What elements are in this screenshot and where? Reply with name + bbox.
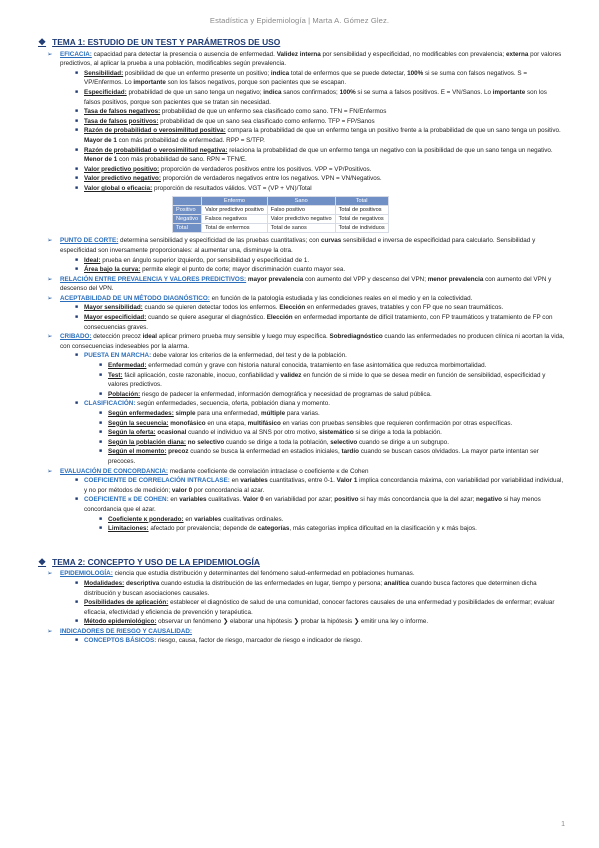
square-bullet-icon: ■ <box>99 525 103 532</box>
list-item-ideal: ■ Ideal: prueba en ángulo superior izquierdo, por sensibilidad y especificidad de 1. <box>75 256 310 264</box>
square-bullet-icon: ■ <box>75 477 79 484</box>
list-item-posibilidades: ■ Posibilidades de aplicación: establecer el diagnóstico de salud de una comunidad, conocer factores causales de una enfermedad y posibilidades de enfermar; evaluar eficacia, efectividad y eficiencia de prevención y terapéutica. <box>75 599 555 616</box>
section-title: ❖ TEMA 1: ESTUDIO DE UN TEST Y PARÁMETROS DE USO <box>38 37 281 47</box>
list-item-vgt: ■ Valor global o eficacia: proporción de resultados válidos. VGT = (VP + VN)/Total <box>75 184 312 192</box>
list-item-mayor-especificidad: ■ Mayor especificidad: cuando se quiere asegurar el diagnóstico. Elección en enfermedad importante de difícil tratamiento, con FP traumáticos y tratamiento de FP con consecuencias graves. <box>75 314 553 331</box>
arrow-bullet-icon: ➢ <box>47 237 53 245</box>
arrow-bullet-icon: ➢ <box>47 627 53 635</box>
contingency-table <box>172 196 389 234</box>
table-cell: Total de positivos <box>335 205 388 214</box>
list-item-concordancia: ➢ EVALUACIÓN DE CONCORDANCIA: mediante coeficiente de correlación intraclase o coeficiente κ de Cohen <box>47 467 369 475</box>
list-item-segun-secuencia: ■ Según la secuencia: monofásico en una etapa, multifásico en varias con pruebas sensibles que requieren confirmación por otras específicas. <box>99 419 513 427</box>
list-item-mayor-sensibilidad: ■ Mayor sensibilidad: cuando se quieren detectar todos los enfermos. Elección en enfermedades graves, tratables y con FP que no sean traumáticos. <box>75 304 504 312</box>
list-item-poblacion: ■ Población: riesgo de padecer la enfermedad, información demográfica y necesidad de programas de salud pública. <box>99 390 432 398</box>
list-item-clasificacion: ■ CLASIFICACIÓN: según enfermedades, secuencia, oferta, población diana y momento. <box>75 400 331 408</box>
arrow-bullet-icon: ➢ <box>47 275 53 283</box>
list-item-metodo: ■ Método epidemiológico: observar un fenómeno ❯ elaborar una hipótesis ❯ probar la hipótesis ❯ emitir una ley o informe. <box>75 618 429 626</box>
list-item-tfn: ■ Tasa de falsos negativos: probabilidad de que un enfermo sea clasificado como sano. TFN = FN/Enfermos <box>75 108 387 116</box>
table-header-row <box>173 196 389 205</box>
table-header-cell: Total <box>335 196 388 205</box>
list-item-punto-corte: ➢ PUNTO DE CORTE: determina sensibilidad y especificidad de las pruebas cuantitativas; con curvas sensibilidad e inversa de especificidad para calcularlo. Sensibilidad y especificidad son inversamente proporcionales: al aumentar una, disminuye la otra. <box>47 237 536 254</box>
square-bullet-icon: ■ <box>99 419 103 426</box>
square-bullet-icon: ■ <box>75 127 79 134</box>
square-bullet-icon: ■ <box>99 371 103 378</box>
section-tema-2 <box>38 558 565 646</box>
list-item-kappa-ponderado: ■ Coeficiente κ ponderado: en variables cualitativas ordinales. <box>99 515 284 523</box>
list-item-rpn: ■ Razón de probabilidad o verosimilitud negativa: relaciona la probabilidad de que un enfermo tenga un negativo con la posibilidad de que un sano tenga un negativo. Menor de 1 con más probabilidad de sano. RPN = TFN/E. <box>75 146 553 164</box>
list-item-modalidades: ■ Modalidades: descriptiva cuando estudia la distribución de las enfermedades en lugar, tiempo y persona; analítica cuando busca factores que determinen dicha distribución y buscan asociaciones causales. <box>75 579 537 597</box>
list-item-epidemiologia: ➢ EPIDEMIOLOGÍA: ciencia que estudia distribución y determinantes del fenómeno salud-enfermedad en poblaciones humanas. <box>47 570 415 578</box>
square-bullet-icon: ■ <box>75 352 79 359</box>
list-item-kappa: ■ COEFICIENTE κ DE COHEN: en variables cualitativas. Valor 0 en variabilidad por azar; positivo si hay más concordancia que la del azar; negativo si hay menos concordancia que el azar. <box>75 496 541 513</box>
list-item-vpn: ■ Valor predictivo negativo: proporción de verdaderos negativos entre los negativos. VPN = VN/Negativos. <box>75 175 382 183</box>
square-bullet-icon: ■ <box>99 438 103 445</box>
list-item-limitaciones: ■ Limitaciones: afectado por prevalencia; depende de categorías, más categorías implica dificultad en la clasificación y κ más bajos. <box>99 525 477 533</box>
arrow-bullet-icon: ➢ <box>47 50 53 58</box>
square-bullet-icon: ■ <box>75 146 79 153</box>
table-row-header: Negativo <box>173 214 202 223</box>
list-item-especificidad: ■ Especificidad: probabilidad de que un sano tenga un negativo; indica sanos confirmados; 100% si se suma a falsos positivos. E = VN/Sanos. Lo importante son los falsos positivos, porque son pacientes que se tratan sin necesidad. <box>75 88 547 106</box>
table-header-cell <box>173 196 202 205</box>
square-bullet-icon: ■ <box>75 304 79 311</box>
page-number: 1 <box>561 821 565 828</box>
square-bullet-icon: ■ <box>75 256 79 263</box>
table-header-cell: Enfermo <box>202 196 268 205</box>
list-item-eficacia: ➢ EFICACIA: capacidad para detectar la presencia o ausencia de enfermedad. Validez interna por sensibilidad y especificidad, no modificables con prevalencia; externa por valores predictivos, al aplicar la prueba a una población, modificables según prevalencia. <box>47 50 562 68</box>
list-item-relacion: ➢ RELACIÓN ENTRE PREVALENCIA Y VALORES PREDICTIVOS: mayor prevalencia con aumento del VPP y descenso del VPN; menor prevalencia con aumento del VPN y descenso del VPN. <box>47 275 552 293</box>
list-item-rpp: ■ Razón de probabilidad o verosimilitud positiva: compara la probabilidad de que un enfermo tenga un positivo frente a la probabilidad de que un sano tenga un positivo. Mayor de 1 con más probabilidad de enfermedad. RPP = S/TFP. <box>75 127 561 144</box>
arrow-bullet-icon: ➢ <box>47 467 53 475</box>
square-bullet-icon: ■ <box>75 599 79 606</box>
square-bullet-icon: ■ <box>99 390 103 397</box>
table-header-cell: Sano <box>267 196 335 205</box>
table-row <box>173 205 389 214</box>
table-row <box>173 214 389 223</box>
table-cell: Valor predictivo positivo <box>202 205 268 214</box>
list-item-test: ■ Test: fácil aplicación, coste razonable, inocuo, confiabilidad y validez en función de si mide lo que se desea medir en función de sensibilidad, especificidad y valores predictivos. <box>99 371 546 389</box>
list-item-segun-poblacion: ■ Según la población diana: no selectivo cuando se dirige a toda la población, selectivo cuando se dirige a un subgrupo. <box>99 438 449 446</box>
square-bullet-icon: ■ <box>75 266 79 273</box>
list-item-indicadores: ➢ INDICADORES DE RIESGO Y CAUSALIDAD: <box>47 627 193 635</box>
table-row-header: Positivo <box>173 205 202 214</box>
list-item-puesta-marcha: ■ PUESTA EN MARCHA: debe valorar los criterios de la enfermedad, del test y de la población. <box>75 352 347 360</box>
square-bullet-icon: ■ <box>75 314 79 321</box>
square-bullet-icon: ■ <box>75 69 79 76</box>
list-item-segun-enfermedades: ■ Según enfermedades: simple para una enfermedad, múltiple para varias. <box>99 410 320 417</box>
table-cell: Falsos negativos <box>202 214 268 223</box>
arrow-bullet-icon: ➢ <box>47 333 53 341</box>
square-bullet-icon: ■ <box>75 618 79 625</box>
list-item-sensibilidad: ■ Sensibilidad: posibilidad de que un enfermo presente un positivo; indica total de enfermos que se puede detectar, 100% si se suma con falsos negativos. S = VP/Enfermos. Lo importante son los falsos negativos, porque son pacientes que se escapan. <box>75 69 527 87</box>
square-bullet-icon: ■ <box>75 637 79 644</box>
list-item-segun-momento: ■ Según el momento: precoz cuando se busca la enfermedad en estadios iniciales, tardío cuando se buscan casos olvidados. La mayor parte intentan ser precoces. <box>99 448 539 465</box>
square-bullet-icon: ■ <box>99 515 103 522</box>
table-cell: Valor predictivo negativo <box>267 214 335 223</box>
square-bullet-icon: ■ <box>99 448 103 455</box>
table-row <box>173 224 389 233</box>
square-bullet-icon: ■ <box>75 579 79 586</box>
square-bullet-icon: ■ <box>75 184 79 191</box>
list-item-aceptabilidad: ➢ ACEPTABILIDAD DE UN MÉTODO DIAGNÓSTICO: en función de la patología estudiada y las condiciones reales en el medio y en la colectividad. <box>47 294 473 302</box>
arrow-bullet-icon: ➢ <box>47 294 53 302</box>
square-bullet-icon: ■ <box>75 165 79 172</box>
square-bullet-icon: ■ <box>75 108 79 115</box>
square-bullet-icon: ■ <box>75 88 79 95</box>
list-item-cribado: ➢ CRIBADO: detección precoz ideal aplicar primero prueba muy sensible y luego muy específica. Sobrediagnóstico cuando las enfermedades no producen clínica ni acortan la vida, con consecuencias indeseables por la alarma. <box>47 333 565 350</box>
section-title: ❖ TEMA 2: CONCEPTO Y USO DE LA EPIDEMIOLOGÍA <box>38 556 260 567</box>
list-item-conceptos: ■ CONCEPTOS BÁSICOS: riesgo, causa, factor de riesgo, marcador de riesgo e indicador de riesgo. <box>75 637 363 645</box>
table-cell: Falso positivo <box>267 205 335 214</box>
table-row-header: Total <box>173 224 202 233</box>
table-cell: Total de enfermos <box>202 224 268 233</box>
square-bullet-icon: ■ <box>75 400 79 407</box>
table-cell: Total de negativos <box>335 214 388 223</box>
list-item-enfermedad: ■ Enfermedad: enfermedad común y grave con historia natural conocida, tratamiento en fase asintomática que reduzca morbimortalidad. <box>99 362 487 370</box>
square-bullet-icon: ■ <box>99 362 103 369</box>
document-body <box>38 38 565 646</box>
diamond-bullet-icon: ❖ <box>38 37 47 47</box>
square-bullet-icon: ■ <box>75 496 79 503</box>
section-tema-1 <box>38 38 565 534</box>
table-cell: Total de individuos <box>335 224 388 233</box>
list-item-area: ■ Área bajo la curva: permite elegir el punto de corte; mayor discriminación cuanto mayor sea. <box>75 266 346 274</box>
square-bullet-icon: ■ <box>75 117 79 124</box>
page-header: Estadística y Epidemiología | Marta A. Gómez Glez. <box>209 16 390 25</box>
arrow-bullet-icon: ➢ <box>47 570 53 578</box>
table-cell: Total de sanos <box>267 224 335 233</box>
square-bullet-icon: ■ <box>99 410 103 416</box>
square-bullet-icon: ■ <box>75 175 79 182</box>
list-item-cci: ■ COEFICIENTE DE CORRELACIÓN INTRACLASE: en variables cuantitativas, entre 0-1. Valor 1 implica concordancia máxima, con variabilidad por variabilidad individual, y no por métodos de medición; valor 0 por concordancia al azar. <box>75 477 564 494</box>
diamond-bullet-icon: ❖ <box>38 556 47 567</box>
square-bullet-icon: ■ <box>99 429 103 436</box>
list-item-tfp: ■ Tasa de falsos positivos: probabilidad de que un sano sea clasificado como enfermo. TFP = FP/Sanos <box>75 117 375 125</box>
list-item-vpp: ■ Valor predictivo positivo: proporción de verdaderos positivos entre los positivos. VPP = VP/Positivos. <box>75 165 372 173</box>
list-item-segun-oferta: ■ Según la oferta: ocasional cuando el individuo va al SNS por otro motivo, sistemático si se dirige a toda la población. <box>99 429 442 437</box>
